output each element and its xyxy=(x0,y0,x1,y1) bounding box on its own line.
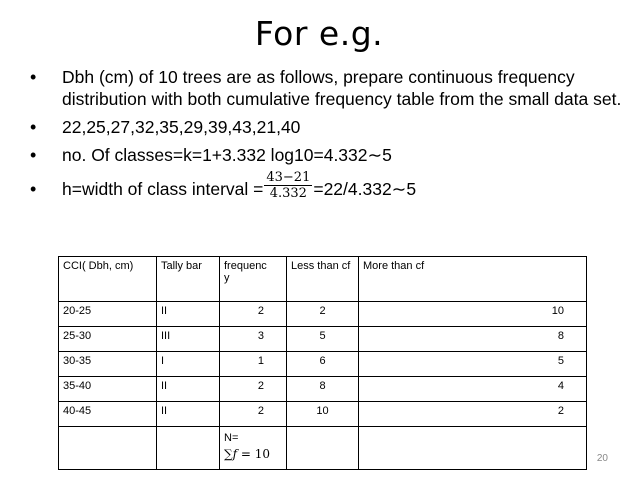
bullet-text-suffix: =22/4.332∼5 xyxy=(313,179,417,199)
cell-empty xyxy=(157,427,220,470)
cell-less-cf: 10 xyxy=(287,402,359,427)
cell-class: 30-35 xyxy=(59,352,157,377)
cell-frequency: 2 xyxy=(220,377,287,402)
table-row xyxy=(59,327,587,352)
cell-less-cf: 5 xyxy=(287,327,359,352)
bullet-dot-icon: • xyxy=(30,117,37,137)
fraction-numerator: 43−21 xyxy=(266,169,311,185)
cell-tally: III xyxy=(157,327,220,352)
cell-empty xyxy=(359,427,587,470)
bullet-text: Dbh (cm) of 10 trees are as follows, prepare continuous frequency distribution with both cumulative frequency table from the small data set. xyxy=(62,67,622,109)
cell-class: 25-30 xyxy=(59,327,157,352)
cell-class: 40-45 xyxy=(59,402,157,427)
cell-empty xyxy=(59,427,157,470)
cell-more-cf: 10 xyxy=(359,302,587,327)
fraction-denominator: 4.332 xyxy=(269,185,307,201)
cell-tally: I xyxy=(157,352,220,377)
cell-less-cf: 8 xyxy=(287,377,359,402)
bullet-text-prefix: h=width of class interval = xyxy=(62,179,264,199)
cell-less-cf: 2 xyxy=(287,302,359,327)
cell-sum xyxy=(220,427,287,470)
bullet-item xyxy=(26,144,626,166)
bullet-text: no. Of classes=k=1+3.332 log10=4.332∼5 xyxy=(62,145,392,165)
bullet-text: 22,25,27,32,35,29,39,43,21,40 xyxy=(62,117,301,137)
table-row xyxy=(59,352,587,377)
cell-frequency: 2 xyxy=(220,402,287,427)
header-more-than-cf: More than cf xyxy=(359,257,587,302)
cell-frequency: 3 xyxy=(220,327,287,352)
bullet-dot-icon: • xyxy=(30,179,37,199)
cell-tally: II xyxy=(157,402,220,427)
bullet-item xyxy=(26,66,626,110)
cell-class: 35-40 xyxy=(59,377,157,402)
cell-tally: II xyxy=(157,302,220,327)
table-row xyxy=(59,377,587,402)
bullet-dot-icon: • xyxy=(30,145,37,165)
page-number: 20 xyxy=(596,453,608,464)
cell-more-cf: 8 xyxy=(359,327,587,352)
header-class-interval: CCI( Dbh, cm) xyxy=(59,257,157,302)
header-frequency: frequenc y xyxy=(220,257,287,302)
bullet-item xyxy=(26,169,626,201)
frequency-table xyxy=(58,256,587,470)
sum-expression: ∑𝑓 = 10 xyxy=(224,447,270,461)
bullet-item xyxy=(26,116,626,138)
header-tally: Tally bar xyxy=(157,257,220,302)
table-header-row xyxy=(59,257,587,302)
cell-empty xyxy=(287,427,359,470)
cell-frequency: 1 xyxy=(220,352,287,377)
cell-more-cf: 4 xyxy=(359,377,587,402)
cell-tally: II xyxy=(157,377,220,402)
bullet-dot-icon: • xyxy=(30,67,37,87)
slide-title: For e.g. xyxy=(254,14,384,53)
cell-more-cf: 2 xyxy=(359,402,587,427)
table-row xyxy=(59,402,587,427)
fraction xyxy=(264,170,312,201)
bullet-list xyxy=(26,66,626,207)
table-sum-row xyxy=(59,427,587,470)
cell-frequency: 2 xyxy=(220,302,287,327)
header-less-than-cf: Less than cf xyxy=(287,257,359,302)
sum-label: N= xyxy=(224,432,239,444)
cell-class: 20-25 xyxy=(59,302,157,327)
table-row xyxy=(59,302,587,327)
cell-less-cf: 6 xyxy=(287,352,359,377)
cell-more-cf: 5 xyxy=(359,352,587,377)
